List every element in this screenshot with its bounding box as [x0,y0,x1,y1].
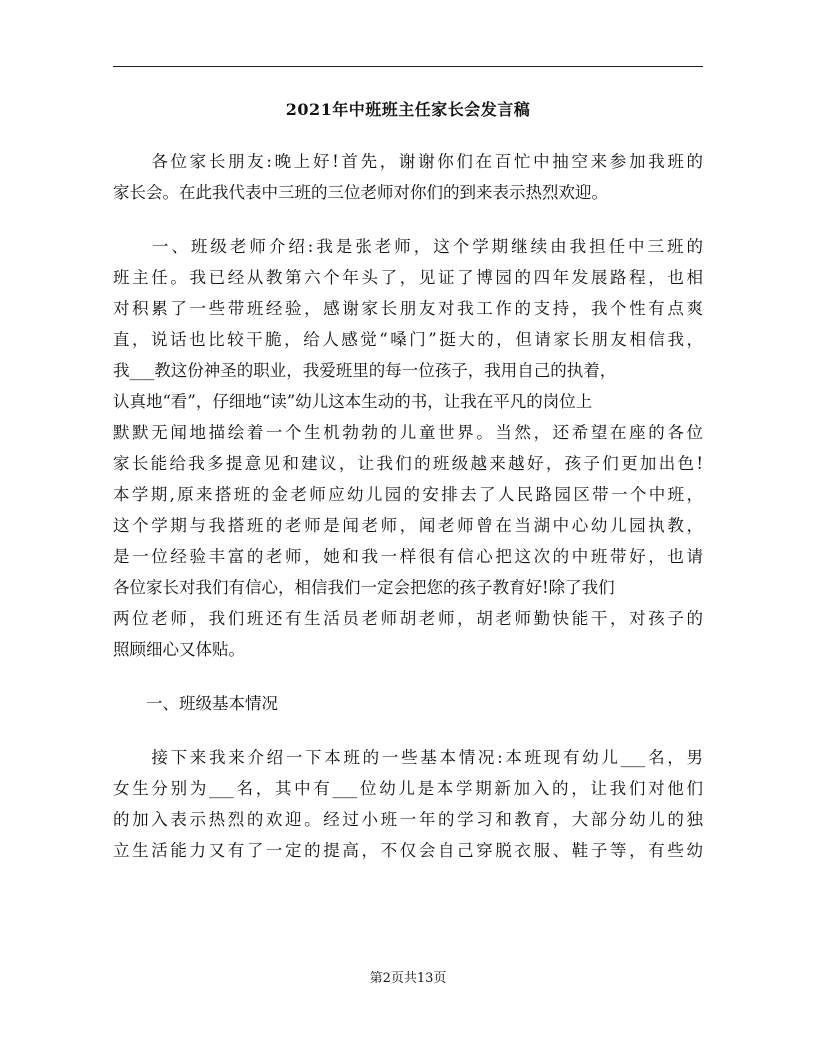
text-line: 本学期,原来搭班的金老师应幼儿园的安排去了人民路园区带一个中班， [113,485,703,504]
text-line: 各位家长对我们有信心，相信我们一定会把您的孩子教育好!除了我们 [113,578,615,597]
text-line: 对积累了一些带班经验，感谢家长朋友对我工作的支持，我个性有点爽 [113,299,703,318]
text-line: 家长会。在此我代表中三班的三位老师对你们的到来表示热烈欢迎。 [113,183,608,202]
text-line: 两位老师，我们班还有生活员老师胡老师，胡老师勤快能干，对孩子的 [113,609,703,628]
text-line: 立生活能力又有了一定的提高，不仅会自己穿脱衣服、鞋子等，有些幼 [113,841,703,860]
paragraph-class-info [113,742,703,866]
paragraph-teacher-intro [113,231,703,665]
header-rule [113,66,703,67]
document-body [113,146,703,866]
text-line: 各位家长朋友:晚上好!首先，谢谢你们在百忙中抽空来参加我班的 [113,152,703,171]
document-title: 2021年中班班主任家长会发言稿 [285,100,531,119]
page-number: 第2页共13页 [369,971,447,986]
text-line: 接下来我来介绍一下本班的一些基本情况:本班现有幼儿___名，男 [113,748,703,767]
text-line: 我___教这份神圣的职业，我爱班里的每一位孩子，我用自己的执着， [113,361,617,380]
text-line: 默默无闻地描绘着一个生机勃勃的儿童世界。当然，还希望在座的各位 [113,423,703,442]
text-line: 家长能给我多提意见和建议，让我们的班级越来越好，孩子们更加出色! [113,454,703,473]
text-line: 班主任。我已经从教第六个年头了，见证了博园的四年发展路程，也相 [113,268,703,287]
text-line: 直，说话也比较干脆，给人感觉“嗓门”挺大的，但请家长朋友相信我， [113,330,703,349]
text-line: 认真地“看”，仔细地“读”幼儿这本生动的书，让我在平凡的岗位上 [113,392,593,411]
text-line: 这个学期与我搭班的老师是闻老师，闻老师曾在当湖中心幼儿园执教， [113,516,703,535]
paragraph-greeting [113,146,703,208]
text-line: 一、班级基本情况 [113,694,278,713]
text-line: 一、班级老师介绍:我是张老师，这个学期继续由我担任中三班的 [113,237,703,256]
text-line: 的加入表示热烈的欢迎。经过小班一年的学习和教育，大部分幼儿的独 [113,810,703,829]
section-heading [113,688,703,719]
text-line: 照顾细心又体贴。 [113,640,245,659]
text-line: 女生分别为___名，其中有___位幼儿是本学期新加入的，让我们对他们 [113,779,703,798]
text-line: 是一位经验丰富的老师，她和我一样很有信心把这次的中班带好，也请 [113,547,703,566]
